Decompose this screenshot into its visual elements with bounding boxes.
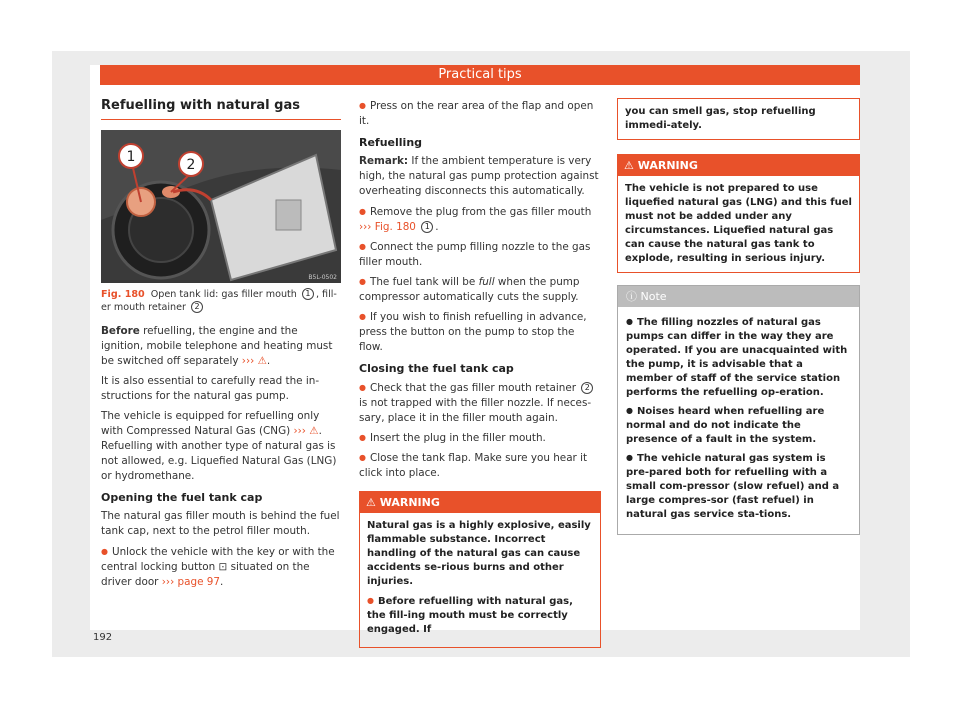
- column-1: [101, 98, 341, 594]
- warning-link[interactable]: ››› ⚠: [241, 355, 267, 367]
- note-header: ⓘ Note: [618, 286, 859, 307]
- note-body: [618, 307, 859, 534]
- section-title: Refuelling with natural gas: [101, 98, 341, 120]
- figure-caption: [101, 288, 341, 314]
- callout-2: 2: [186, 157, 196, 173]
- warning-continued-box: [617, 98, 860, 140]
- note-box: [617, 285, 860, 535]
- figure-label: Fig. 180: [101, 289, 145, 300]
- warning-icon: ⚠: [624, 159, 634, 172]
- warning-header: ⚠ WARNING: [618, 155, 859, 176]
- list-item: ● Close the tank flap. Make sure you hear it click into place.: [359, 450, 601, 481]
- warning-header: ⚠ WARNING: [360, 492, 600, 513]
- warning-box: [359, 491, 601, 648]
- warning-text: Natural gas is a highly explosive, easily flammable substance. Incorrect handling of the natural gas can cause accidents se-rious burns and other injuries.: [367, 520, 591, 587]
- callout-ref-1: 1: [302, 288, 314, 300]
- callout-1: 1: [126, 149, 136, 165]
- list-item: ● The fuel tank will be full when the pump compressor automatically cuts the supply.: [359, 274, 601, 305]
- page-link[interactable]: ››› page 97: [161, 576, 221, 588]
- remark: Remark: If the ambient temperature is very high, the natural gas pump protection against overheating disconnects this automatically.: [359, 155, 599, 197]
- figure-code: B5L-0502: [308, 274, 337, 281]
- list-item: ● Insert the plug in the filler mouth.: [359, 430, 601, 446]
- column-2: [359, 98, 601, 648]
- list-item: ● Press on the rear area of the flap and open it.: [359, 98, 601, 129]
- callout-ref-1: 1: [421, 221, 433, 233]
- subhead-refuelling: Refuelling: [359, 136, 423, 149]
- list-item: ● Connect the pump filling nozzle to the gas filler mouth.: [359, 239, 601, 270]
- paragraph-before: Before refuelling, the engine and the ignition, mobile telephone and heating must be switched off separately ››› ⚠.: [101, 325, 333, 367]
- warning-icon: ⚠: [309, 425, 319, 437]
- list-item: ● Remove the plug from the gas filler mouth ››› Fig. 180 1 .: [359, 204, 601, 235]
- subhead-closing: Closing the fuel tank cap: [359, 362, 514, 375]
- info-icon: ⓘ: [626, 290, 637, 303]
- warning-link-2[interactable]: ››› ⚠: [293, 425, 319, 437]
- figure-image: [101, 130, 341, 283]
- list-item: ● Noises heard when refuelling are normal and do not indicate the presence of a fault in the system.: [626, 404, 851, 447]
- list-item: ● If you wish to finish refuelling in advance, press the button on the pump to stop the flow.: [359, 309, 601, 355]
- lock-icon: ⊡: [218, 561, 228, 573]
- warning-icon: ⚠: [366, 496, 376, 509]
- warning-body: [360, 513, 600, 647]
- figure-link[interactable]: ››› Fig. 180: [359, 221, 416, 233]
- warning-icon: ⚠: [257, 355, 267, 367]
- header-bar: Practical tips: [100, 65, 860, 85]
- paragraph-cng: The vehicle is equipped for refuelling only with Compressed Natural Gas (CNG) ››› ⚠. Refuelling with another type of natural gas is not allowed, e.g. Liquefied Natural Gas (LNG) or hydromethane.: [101, 410, 337, 482]
- warning-box-2: [617, 154, 860, 273]
- caption-text: Open tank lid: gas filler mouth: [150, 289, 297, 300]
- paragraph-filler: The natural gas filler mouth is behind the fuel tank cap, next to the petrol filler mouth.: [101, 510, 340, 537]
- subhead-opening: Opening the fuel tank cap: [101, 491, 263, 504]
- callout-ref-2: 2: [191, 301, 203, 313]
- list-item: ● The filling nozzles of natural gas pumps can differ in the way they are operated. If you are unacquainted with the pump, it is advisable that a member of staff of the service station performs the refuelling op-eration.: [626, 315, 851, 400]
- warning-body: The vehicle is not prepared to use liquefied natural gas (LNG) and this fuel must not be added under any circumstances. Liquefied natural gas can cause the natural gas tank to explode, resulting in serious injury.: [625, 183, 852, 264]
- list-item: ● Unlock the vehicle with the key or with the central locking button ⊡ situated on the driver door ››› page 97.: [101, 544, 341, 590]
- callout-ref-2: 2: [581, 382, 593, 394]
- list-item: ● The vehicle natural gas system is pre-pared both for refuelling with a small com-pressor (slow refuel) and a large compres-sor (fast refuel) in natural gas service sta-tions.: [626, 451, 851, 522]
- fuel-cap-illustration: [101, 130, 341, 283]
- list-item: ● Before refuelling with natural gas, the fill-ing mouth must be correctly engaged. If: [367, 594, 593, 637]
- list-item: ● Check that the gas filler mouth retainer 2 is not trapped with the filler nozzle. If neces-sary, place it in the filler mouth again.: [359, 380, 601, 426]
- paragraph-read: It is also essential to carefully read the in-structions for the natural gas pump.: [101, 375, 320, 402]
- page-number: 192: [93, 632, 113, 643]
- column-3: [617, 98, 860, 535]
- warning-continued-text: you can smell gas, stop refuelling immedi-ately.: [625, 106, 816, 131]
- caption-text-2: , fill-er mouth retainer: [101, 289, 337, 313]
